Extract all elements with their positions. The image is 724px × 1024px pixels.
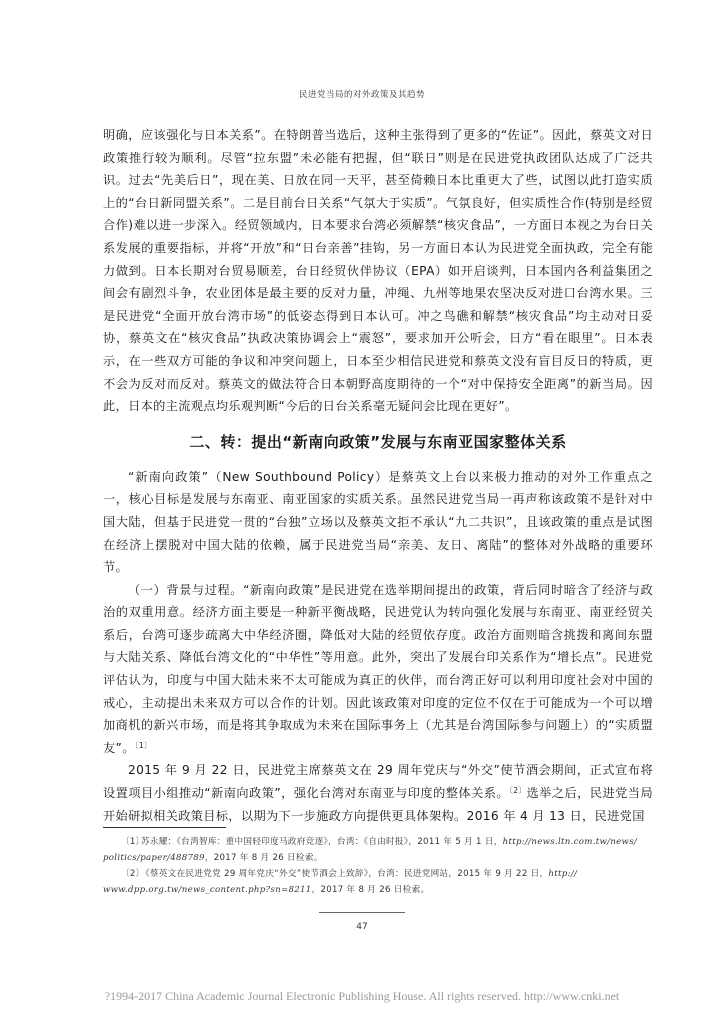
background-text: （一）背景与过程。“新南向政策”是民进党在选举期间提出的政策，背后同时暗含了经济与政治的双重用意。经济方面主要是一种新平衡战略，民进党认为转向强化发展与东南亚、南亚经贸关系后，台湾可逐步疏离大中华经济圈，降低对大陆的经贸依存度。政治方面则暗含挑拨和离间东盟与大陆关系、降低台湾文化的“中华性”等用意。此外，突出了发展台印关系作为“增长点”。民进党评估认为，印度与中国大陆未来不太可能成为真正的伙伴，而台湾正好可以利用印度社会对中国的戒心，主动提出未来双方可以合作的计划。因此该政策对印度的定位不仅在于可能成为一个可以增加商机的新兴市场，而是将其争取成为未来在国际事务上（尤其是台湾国际参与问题上）的“实质盟友”。 <box>103 582 653 755</box>
page-number: 47 <box>356 922 368 932</box>
footnote-1-text: 苏永耀：《台湾智库：重中国轻印度马政府竞逐》，台湾：《自由时报》，2011 年 5 月 1 日， <box>141 837 503 847</box>
body-paragraph-intro: “新南向政策”（New Southbound Policy）是蔡英文上台以来极力推动的对外工作重点之一，核心目标是发展与东南亚、南亚国家的实质关系。虽然民进党当局一再声称该政策不是针对中国大陆，但基于民进党一贯的“台独”立场以及蔡英文拒不承认“九二共识”，且该政策的重点是试图在经济上摆脱对中国大陆的依赖，属于民进党当局“亲美、友日、离陆”的整体对外战略的重要环节。 <box>103 469 653 575</box>
footnote-2-date: ，2017 年 8 月 26 日检索。 <box>311 885 430 895</box>
footnote-divider <box>103 827 226 828</box>
paragraph-2015-text-b: 选举之后，民进党当局开始研拟相关政策目标，以期为下一步施政方向提供更具体架构。2016 年 4 月 13 日，民进党国 <box>103 786 653 823</box>
footnote-2 <box>103 866 653 898</box>
footnote-2-text: 《蔡英文在民进党党 29 周年党庆“外交”使节酒会上致辞》，台湾：民进党网站，2015 年 9 月 22 日， <box>141 869 549 879</box>
paragraph-2015-text-a: 2015 年 9 月 22 日，民进党主席蔡英文在 29 周年党庆与“外交”使节酒会期间，正式宣布将设置项目小组推动“新南向政策”，强化台湾对东南亚与印度的整体关系。 <box>103 763 653 801</box>
body-paragraph-2015 <box>103 759 653 827</box>
footnote-2-url-link[interactable]: http:// <box>548 869 578 879</box>
copyright-footer: ?1994-2017 China Academic Journal Electronic Publishing House. All rights reserved. http://www.cnki.net <box>104 989 620 1003</box>
page-number-divider <box>319 912 405 913</box>
footnote-2-url-link-cont[interactable]: www.dpp.org.tw/news_content.php?sn=8211 <box>103 885 312 895</box>
footnote-ref-1[interactable]: 〔1〕 <box>134 740 152 750</box>
footnote-1-url-link[interactable]: http://news.ltn.com.tw/news/ <box>502 837 638 847</box>
footnote-1-date: ，2017 年 8 月 26 日检索。 <box>204 853 323 863</box>
article-body <box>103 124 653 827</box>
footnote-ref-2[interactable]: 〔2〕 <box>509 786 527 796</box>
section-heading: 二、转：提出“新南向政策”发展与东南亚国家整体关系 <box>189 432 567 451</box>
footnote-1-url-link-cont[interactable]: politics/paper/488789 <box>103 853 205 863</box>
body-paragraph-background <box>103 579 653 760</box>
footnote-1-number: 〔1〕 <box>121 837 145 847</box>
footnotes <box>103 834 653 898</box>
footnote-1 <box>103 834 653 866</box>
footnote-2-number: 〔2〕 <box>121 869 145 879</box>
body-paragraph-japan-policy: 明确，应该强化与日本关系”。在特朗普当选后，这种主张得到了更多的“佐证”。因此，蔡英文对日政策推行较为顺利。尽管“拉东盟”未必能有把握，但“联日”则是在民进党执政团队达成了广泛共识。过去“先美后日”，现在美、日放在同一天平，甚至倚赖日本比重更大了些，试图以此打造实质上的“台日新同盟关系”。二是目前台日关系“气氛大于实质”。气氛良好，但实质性合作(特别是经贸合作)难以进一步深入。经贸领域内，日本要求台湾必须解禁“核灾食品”，一方面日本视之为台日关系发展的重要指标，并将“开放”和“日台亲善”挂钩，另一方面日本认为民进党全面执政，完全有能力做到。日本长期对台贸易顺差，台日经贸伙伴协议（EPA）如开启谈判，日本国内各利益集团之间会有剧烈斗争，农业团体是最主要的反对力量，冲绳、九州等地果农坚决反对进口台湾水果。三是民进党“全面开放台湾市场”的低姿态得到日本认可。冲之鸟礁和解禁“核灾食品”均主动对日妥协，蔡英文在“核灾食品”执政决策协调会上“震怒”，要求加开公听会，日方“看在眼里”。日本表示，在一些双方可能的争议和冲突问题上，日本至少相信民进党和蔡英文没有盲目反日的特质，更不会为反对而反对。蔡英文的做法符合日本朝野高度期待的一个“对中保持安全距离”的新当局。因此，日本的主流观点均乐观判断“今后的日台关系毫无疑问会比现在更好”。 <box>103 128 653 414</box>
running-head: 民进党当局的对外政策及其趋势 <box>298 90 425 100</box>
